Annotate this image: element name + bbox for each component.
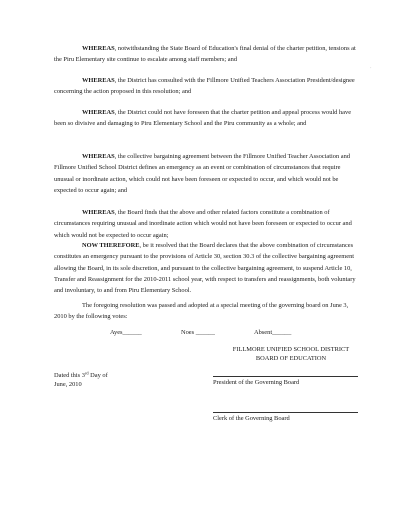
dated-prefix: Dated this 3 bbox=[54, 372, 85, 379]
paragraph-6 bbox=[54, 240, 359, 296]
paragraph-text: , the Board finds that the above and other related factors constitute a combination of circumstances requiring unusual and inordinate action which would not have been foreseen or expected to occur and which would not be expected to occur again; bbox=[54, 209, 352, 239]
paragraph-3 bbox=[54, 107, 359, 130]
dated-block bbox=[54, 371, 108, 390]
paragraph-2 bbox=[54, 75, 359, 98]
paragraph-text: , the District has consulted with the Fillmore Unified Teachers Association President/designee concerning the action proposed in this resolution; and bbox=[54, 77, 355, 96]
paragraph-text: , the collective bargaining agreement between the Fillmore Unified Teacher Association and Fillmore Unified School District defines an emergency as an event or combination of circumstances that require unusual or inordinate action, which could not have been foreseen or expected to occur, and which would not be expected to occur again; and bbox=[54, 153, 351, 194]
paragraph-text: The foregoing resolution was passed and adopted at a special meeting of the governing board on June 3, 2010 by the following votes: bbox=[54, 302, 349, 321]
scan-speck: ˙ bbox=[370, 68, 372, 73]
paragraph-keyword: WHEREAS bbox=[82, 77, 115, 84]
paragraph-5 bbox=[54, 207, 359, 241]
president-signature-label: President of the Governing Board bbox=[213, 379, 300, 386]
paragraph-4 bbox=[54, 151, 359, 196]
paragraph-1 bbox=[54, 43, 359, 66]
paragraph-keyword: NOW THEREFORE bbox=[82, 242, 140, 249]
paragraph-text: , the District could not have foreseen that the charter petition and appeal process would have been so divisive and damaging to Piru Elementary School and the Piru community as a whole; and bbox=[54, 109, 352, 128]
ayes-field: Ayes______ bbox=[110, 329, 142, 336]
noes-field: Noes ______ bbox=[181, 329, 215, 336]
clerk-signature-label: Clerk of the Governing Board bbox=[213, 415, 290, 422]
clerk-signature-line bbox=[213, 412, 358, 422]
paragraph-keyword: WHEREAS bbox=[82, 109, 115, 116]
dated-rest: Day of bbox=[88, 372, 108, 379]
paragraph-keyword: WHEREAS bbox=[82, 45, 115, 52]
president-signature-line bbox=[213, 376, 358, 386]
paragraph-7 bbox=[54, 300, 359, 323]
dated-line-1 bbox=[54, 371, 108, 380]
dated-suffix: rd bbox=[84, 370, 89, 376]
paragraph-keyword: WHEREAS bbox=[82, 209, 115, 216]
paragraph-keyword: WHEREAS bbox=[82, 153, 115, 160]
org-name: FILLMORE UNIFIED SCHOOL DISTRICT bbox=[232, 346, 350, 353]
organization-block bbox=[216, 345, 366, 364]
dated-line-2: June, 2010 bbox=[54, 381, 82, 389]
paragraph-text: , be it resolved that the Board declares that the above combination of circumstances constitutes an emergency pursuant to the provisions of Article 30, section 30.3 of the collective bargaining agreement allowing the Board, in its sole discretion, and pursuant to the collective bargaining agreement, to suspend Article 10, Transfer and Reassignment for the 2010-2011 school year, with respect to transfers and reassignments, both voluntary and involuntary, to and from Piru Elementary School. bbox=[54, 242, 356, 295]
absent-field: Absent______ bbox=[254, 329, 292, 336]
org-board: BOARD OF EDUCATION bbox=[255, 355, 327, 363]
paragraph-text: , notwithstanding the State Board of Education's final denial of the charter petition, tensions at the Piru Elementary site continue to escalate among staff members; and bbox=[54, 45, 356, 64]
